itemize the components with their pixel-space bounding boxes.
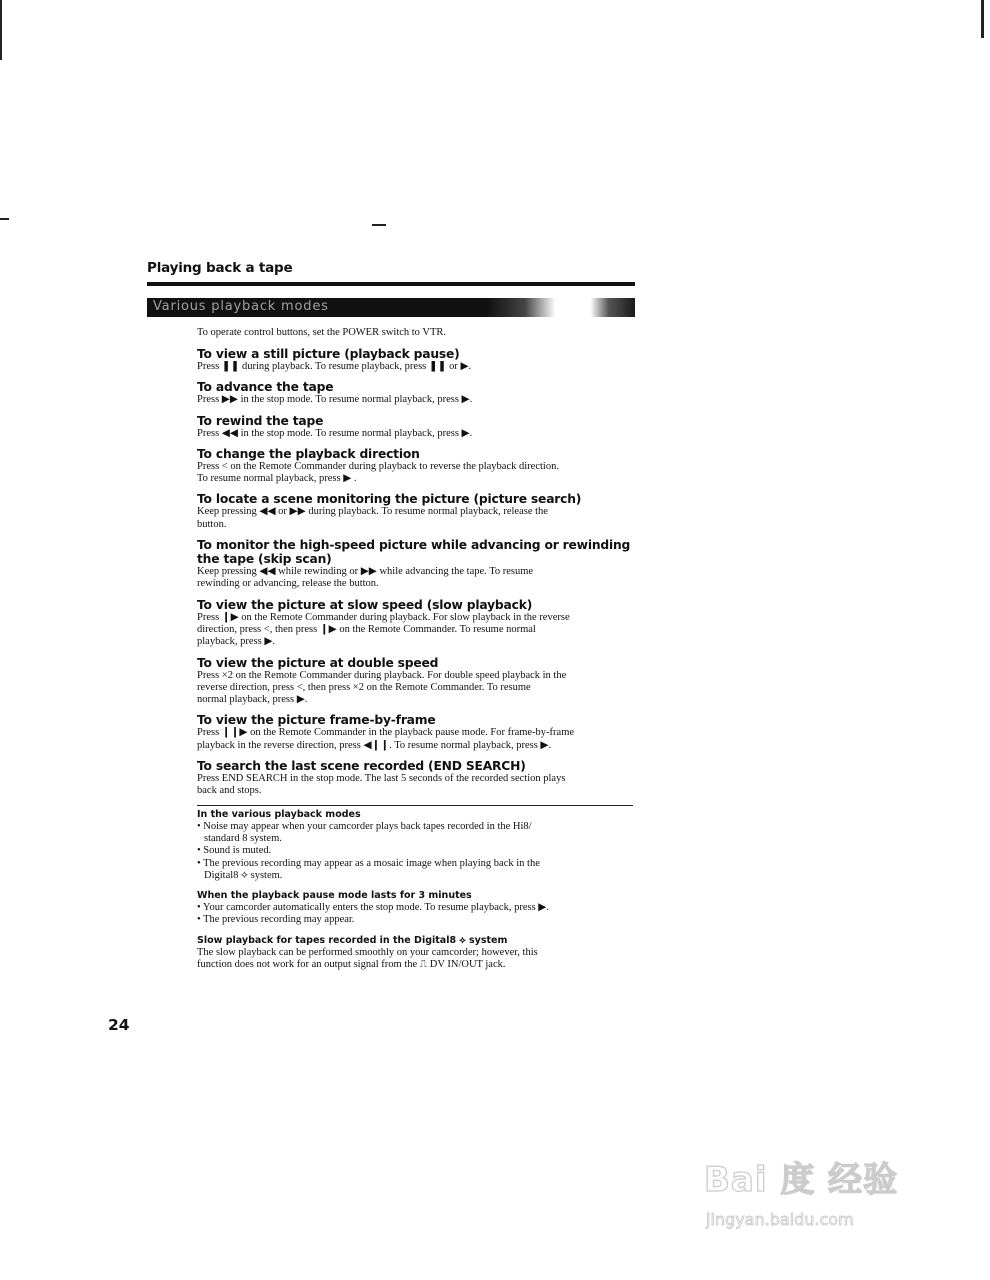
note-line: The slow playback can be performed smoothly on your camcorder; however, this xyxy=(197,946,538,958)
entry-advance-tape xyxy=(197,380,637,406)
banner-label: Various playback modes xyxy=(153,299,329,314)
entry-frame-by-frame xyxy=(197,713,637,752)
note-slow-playback-digital8 xyxy=(197,935,637,972)
note-line: • Your camcorder automatically enters the stop mode. To resume playback, press ▶. xyxy=(197,902,549,914)
entry-body-line: Press < on the Remote Commander during playback to reverse the playback direction. xyxy=(197,460,559,472)
note-heading: Slow playback for tapes recorded in the Digital8 ⟡ system xyxy=(197,934,508,946)
entry-body-line: playback, press ▶. xyxy=(197,636,276,648)
note-line: • Sound is muted. xyxy=(197,845,272,857)
entry-body-line: Keep pressing ◀◀ or ▶▶ during playback. To resume normal playback, release the xyxy=(197,506,548,518)
entry-heading: To view the picture frame-by-frame xyxy=(197,713,436,728)
entry-body-line: Press ❙❙▶ on the Remote Commander in the playback pause mode. For frame-by-frame xyxy=(197,727,575,739)
note-line: • The previous recording may appear as a mosaic image when playing back in the xyxy=(197,857,540,869)
entry-heading: To monitor the high-speed picture while advancing or rewinding the tape (skip scan) xyxy=(197,538,631,567)
note-pause-timeout xyxy=(197,890,637,927)
entry-heading: To advance the tape xyxy=(197,380,334,395)
entry-heading: To locate a scene monitoring the picture (picture search) xyxy=(197,492,582,507)
note-heading: When the playback pause mode lasts for 3 minutes xyxy=(197,890,472,902)
entry-double-speed xyxy=(197,656,637,707)
scan-edge-mark xyxy=(0,0,2,60)
entry-heading: To view the picture at slow speed (slow playback) xyxy=(197,597,533,612)
entry-rewind-tape xyxy=(197,414,637,440)
registration-mark xyxy=(372,224,386,226)
note-line: • Noise may appear when your camcorder plays back tapes recorded in the Hi8/ xyxy=(197,820,532,832)
note-line: Digital8 ⟡ system. xyxy=(204,869,283,881)
notes-divider xyxy=(197,805,633,806)
note-heading: In the various playback modes xyxy=(197,808,361,820)
entry-body-line: Press ❙▶ on the Remote Commander during playback. For slow playback in the reverse xyxy=(197,611,570,623)
entry-body-line: back and stops. xyxy=(197,785,262,797)
entry-picture-search xyxy=(197,492,637,531)
entry-still-picture xyxy=(197,347,637,373)
entry-body-line: Press ❚❚ during playback. To resume playback, press ❚❚ or ▶. xyxy=(197,361,472,372)
content-column xyxy=(197,326,637,979)
entry-heading: To rewind the tape xyxy=(197,413,324,428)
entry-body-line: To resume normal playback, press ▶ . xyxy=(197,473,357,485)
entry-body-line: Press ×2 on the Remote Commander during playback. For double speed playback in the xyxy=(197,669,567,681)
section-banner xyxy=(147,298,635,317)
entry-end-search xyxy=(197,759,637,798)
entry-heading: To search the last scene recorded (END SEARCH) xyxy=(197,759,526,774)
intro-text: To operate control buttons, set the POWER switch to VTR. xyxy=(197,327,446,338)
entry-body-line: rewinding or advancing, release the button. xyxy=(197,578,379,590)
scan-edge-mark xyxy=(981,0,984,38)
entry-body-line: Press END SEARCH in the stop mode. The last 5 seconds of the recorded section plays xyxy=(197,773,566,785)
entry-skip-scan xyxy=(197,538,637,591)
entry-body-line: playback in the reverse direction, press ◀❙❙. To resume normal playback, press ▶. xyxy=(197,739,552,751)
note-line: function does not work for an output signal from the ⎍ DV IN/OUT jack. xyxy=(197,959,506,971)
watermark-brand: Bai 度 经验 xyxy=(704,1160,899,1200)
entry-body-line: normal playback, press ▶. xyxy=(197,694,308,706)
note-line: • The previous recording may appear. xyxy=(197,914,355,926)
entry-body-line: Press ▶▶ in the stop mode. To resume normal playback, press ▶. xyxy=(197,394,473,406)
title-rule xyxy=(147,282,635,286)
watermark-url: jingyan.baidu.com xyxy=(706,1210,854,1229)
entry-body-line: direction, press <, then press ❙▶ on the Remote Commander. To resume normal xyxy=(197,623,536,635)
section-title: Playing back a tape xyxy=(147,260,293,276)
banner-scan-artifact xyxy=(487,298,635,317)
page-number: 24 xyxy=(108,1016,130,1034)
scan-edge-mark xyxy=(0,218,9,220)
note-playback-modes xyxy=(197,809,637,882)
entry-body-line: Keep pressing ◀◀ while rewinding or ▶▶ while advancing the tape. To resume xyxy=(197,566,534,578)
entry-body-line: Press ◀◀ in the stop mode. To resume normal playback, press ▶. xyxy=(197,427,473,439)
entry-body-line: button. xyxy=(197,518,227,530)
entry-heading: To change the playback direction xyxy=(197,446,420,461)
entry-slow-playback xyxy=(197,598,637,649)
entry-playback-direction xyxy=(197,447,637,486)
entry-body-line: reverse direction, press <, then press ×2 on the Remote Commander. To resume xyxy=(197,681,531,693)
entry-heading: To view a still picture (playback pause) xyxy=(197,347,460,361)
entry-heading: To view the picture at double speed xyxy=(197,655,439,670)
note-line: standard 8 system. xyxy=(204,832,282,844)
baidu-watermark xyxy=(700,1130,940,1250)
